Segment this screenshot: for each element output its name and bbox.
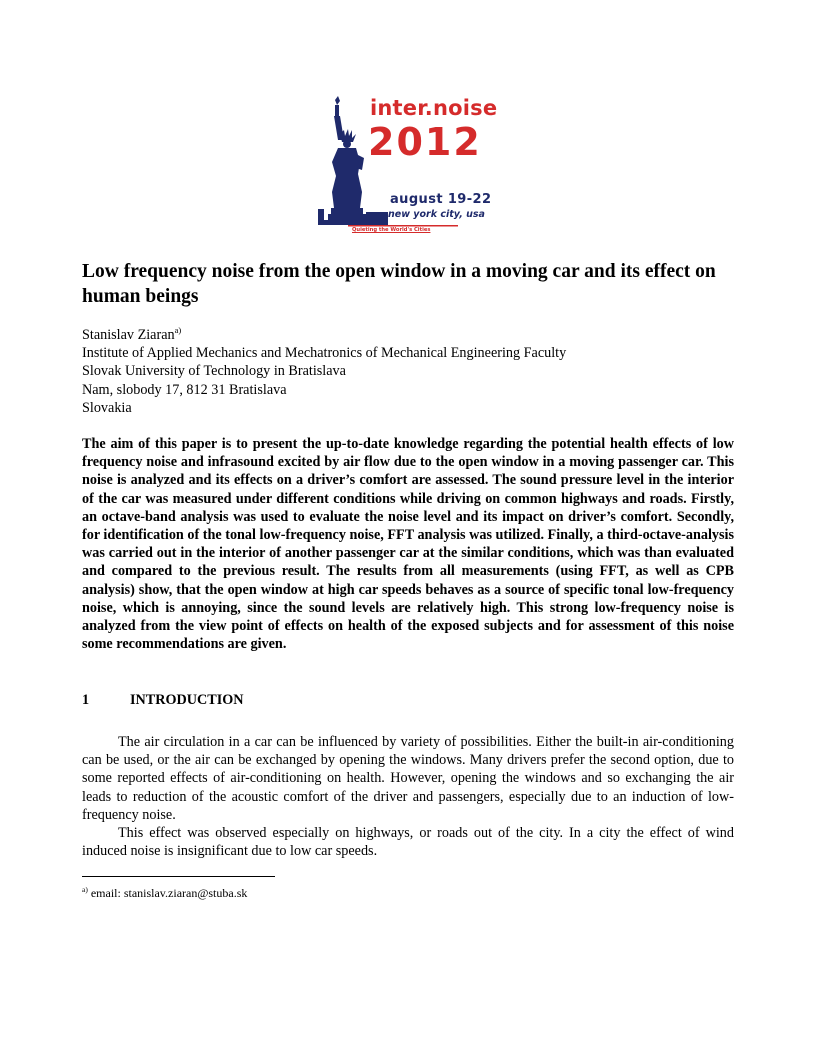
paper-title: Low frequency noise from the open window in a moving car and its effect on human beings — [82, 261, 716, 307]
author-name: Stanislav Ziaran — [82, 327, 175, 343]
paragraph-2: This effect was observed especially on highways, or roads out of the city. In a city the effect of wind induced noise is insignificant due to low car speeds. — [82, 825, 734, 860]
author-line — [82, 326, 742, 344]
logo-year: 2012 — [368, 120, 482, 164]
footnote — [82, 886, 247, 901]
conference-logo — [318, 96, 500, 238]
affiliation-line-4: Slovakia — [82, 399, 132, 416]
footnote-marker: a) — [82, 885, 88, 894]
logo-inter-noise: inter.noise — [370, 96, 498, 120]
abstract: The aim of this paper is to present the up-to-date knowledge regarding the potential health effects of low frequency noise and infrasound excited by air flow due to the open window in a moving passenger car. This noise is analyzed and its effects on a driver’s comfort are assessed. The sound pressure level in the interior of the car was measured under different conditions while driving on common highways and roads. Firstly, an octave-band analysis was used to evaluate the noise level and its impact on driver’s comfort. Secondly, for identification of the tonal low-frequency noise, FFT analysis was utilized. Finally, a third-octave-analysis was carried out in the interior of another passenger car at the similar conditions, which was than evaluated and compared to the previous result. The results from all measurements (using FFT, as well as CPB analysis) show, that the open window at high car speeds behaves as a source of specific tonal low-frequency noise, which is annoying, since the sound levels are relatively high. This strong low-frequency noise is analyzed from the view point of effects on health of the exposed subjects and for assessment of this noise some recommendations are given. — [82, 436, 734, 653]
logo-dates: august 19-22 — [390, 192, 492, 207]
logo-tagline: Quieting the World's Cities — [352, 227, 431, 233]
affiliation-line-1: Institute of Applied Mechanics and Mechatronics of Mechanical Engineering Faculty — [82, 345, 567, 362]
author-block — [82, 326, 742, 417]
section-heading — [82, 692, 244, 709]
affiliation-line-3: Nam, slobody 17, 812 31 Bratislava — [82, 381, 287, 398]
footnote-text: email: stanislav.ziaran@stuba.sk — [90, 886, 248, 900]
section-title: INTRODUCTION — [130, 692, 244, 708]
affiliation-line-2: Slovak University of Technology in Bratislava — [82, 363, 346, 380]
author-footnote-marker: a) — [174, 325, 182, 335]
logo-location: new york city, usa — [388, 209, 485, 220]
footnote-divider — [82, 876, 275, 877]
paragraph-1: The air circulation in a car can be influenced by variety of possibilities. Either the built-in air-conditioning can be used, or the air can be exchanged by opening the windows. Many drivers prefer the second option, due to some reported effects of air-conditioning on health. However, opening the windows and so exchanging the air leads to reduction of the acoustic comfort of the driver and passengers, especially due to an induction of low-frequency noise. — [82, 734, 734, 823]
section-number: 1 — [82, 692, 90, 708]
introduction-body — [82, 733, 734, 860]
